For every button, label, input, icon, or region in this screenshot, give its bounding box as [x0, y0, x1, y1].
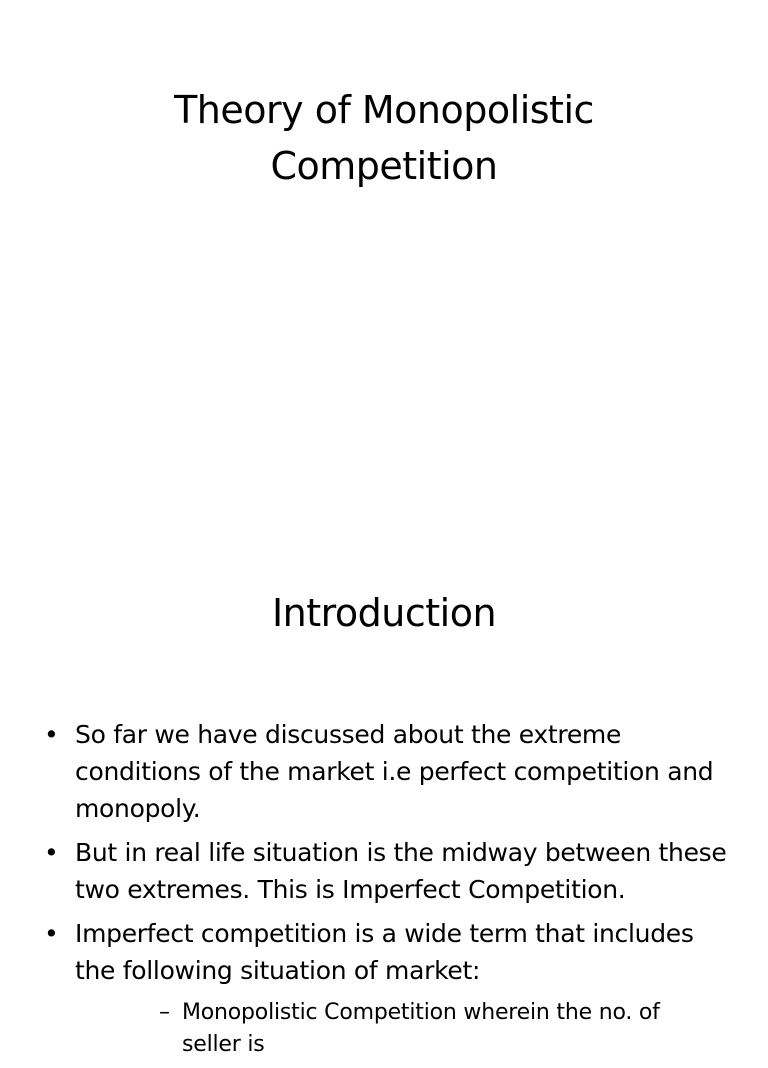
bullet-text: But in real life situation is the midway between these two extremes. This is Imperfect Competition. [75, 838, 727, 904]
sub-bullet-marker: – [159, 1000, 170, 1025]
introduction-slide [0, 586, 768, 1057]
sub-bullet-list [75, 997, 728, 1061]
bullet-marker: • [44, 720, 59, 749]
sub-bullet-text: Monopolistic Competition wherein the no. of seller is [182, 1000, 660, 1057]
bullet-item [0, 834, 768, 908]
bullet-item [0, 915, 768, 1061]
bullet-text: So far we have discussed about the extreme conditions of the market i.e perfect competition and monopoly. [75, 720, 714, 823]
slide-heading: Introduction [271, 591, 497, 635]
bullet-list [0, 716, 768, 1068]
slide-title: Theory of Monopolistic Competition [174, 88, 594, 188]
bullet-text: Imperfect competition is a wide term that includes the following situation of market: [75, 919, 694, 985]
bullet-item [0, 716, 768, 827]
sub-bullet-item [75, 997, 728, 1061]
title-slide [0, 82, 768, 212]
bullet-marker: • [44, 838, 59, 867]
bullet-marker: • [44, 919, 59, 948]
